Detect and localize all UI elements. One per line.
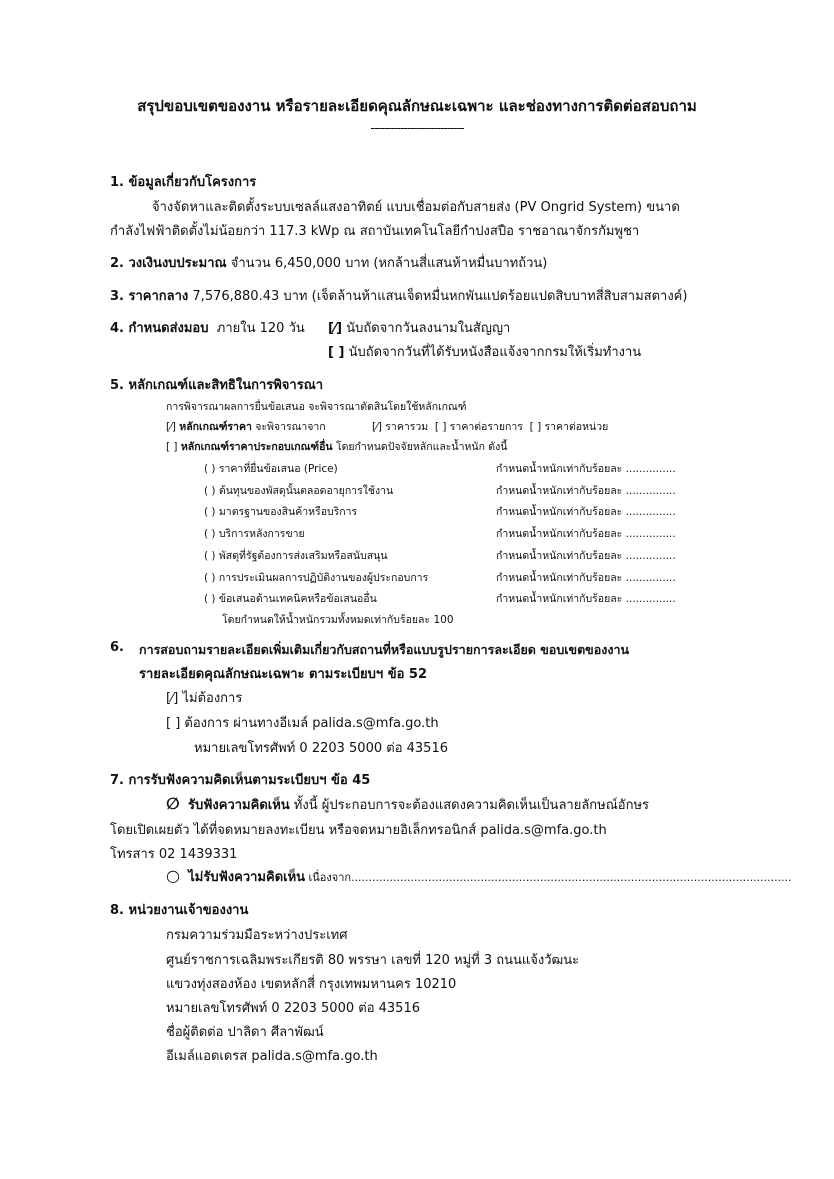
- delivery-option-1: [328, 317, 510, 338]
- criteria-row: [204, 460, 338, 477]
- criteria-name: ต้นทุนของพัสดุนั้นตลอดอายุการใช้งาน: [218, 485, 394, 497]
- other-criterion-checkbox[interactable]: [ ]: [166, 441, 178, 453]
- criteria-row: [204, 525, 305, 542]
- criteria-checkbox[interactable]: ( ): [204, 463, 216, 475]
- criteria-weight: กำหนดน้ำหนักเท่ากับร้อยละ ...............: [496, 506, 676, 518]
- delivery-option-2-checkbox[interactable]: [ ]: [328, 345, 345, 360]
- criteria-weight: กำหนดน้ำหนักเท่ากับร้อยละ ...............: [496, 593, 676, 605]
- criteria-name: พัสดุที่รัฐต้องการส่งเสริมหรือสนับสนุน: [218, 550, 388, 562]
- criteria-name: บริการหลังการขาย: [218, 528, 305, 540]
- price-criterion-text: จะพิจารณาจาก: [251, 421, 326, 433]
- criteria-row: [204, 590, 377, 607]
- section-5-intro: การพิจารณาผลการยื่นข้อเสนอ จะพิจารณาตัดสินโดยใช้หลักเกณฑ์: [166, 401, 467, 413]
- section-5-heading: 5. หลักเกณฑ์และสิทธิในการพิจารณา: [110, 378, 324, 393]
- criteria-checkbox[interactable]: ( ): [204, 506, 216, 518]
- section-1-heading: 1. ข้อมูลเกี่ยวกับโครงการ: [110, 175, 257, 190]
- delivery-option-2: [328, 341, 641, 362]
- delivery-option-1-checkbox[interactable]: [⁄]: [328, 321, 343, 336]
- criteria-name: ข้อเสนอด้านเทคนิคหรือข้อเสนออื่น: [218, 593, 377, 605]
- delivery-option-1-label: นับถัดจากวันลงนามในสัญญา: [346, 321, 511, 336]
- criteria-row: [204, 503, 357, 520]
- hearing-option-1-label: รับฟังความคิดเห็น: [187, 798, 290, 813]
- section-6-line-2: รายละเอียดคุณลักษณะเฉพาะ ตามระเบียบฯ ข้อ 52: [139, 667, 428, 682]
- total-price-checkbox[interactable]: [⁄]: [372, 421, 382, 433]
- hearing-option-2: [166, 866, 792, 887]
- budget-text: จำนวน 6,450,000 บาท (หกล้านสี่แสนห้าหมื่นบาทถ้วน): [226, 256, 548, 271]
- criteria-checkbox[interactable]: ( ): [204, 550, 216, 562]
- criteria-weight: กำหนดน้ำหนักเท่ากับร้อยละ ...............: [496, 550, 676, 562]
- agency-line: ชื่อผู้ติดต่อ ปาลิดา ศีลาพัฒน์: [166, 1025, 324, 1040]
- agency-line: ศูนย์ราชการเฉลิมพระเกียรติ 80 พรรษา เลขที่ 120 หมู่ที่ 3 ถนนแจ้งวัฒนะ: [166, 953, 580, 968]
- section-8-heading: 8. หน่วยงานเจ้าของงาน: [110, 903, 249, 918]
- criteria-weight: กำหนดน้ำหนักเท่ากับร้อยละ ...............: [496, 528, 676, 540]
- section-1-line-1: จ้างจัดหาและติดตั้งระบบเซลล์แสงอาทิตย์ แบบเชื่อมต่อกับสายส่ง (PV Ongrid System) ขนาด: [152, 200, 680, 215]
- inquiry-phone: หมายเลขโทรศัพท์ 0 2203 5000 ต่อ 43516: [194, 741, 448, 756]
- unit-price-label: ราคาต่อหน่วย: [544, 421, 609, 433]
- hearing-option-1: [166, 794, 649, 815]
- delivery-period: ภายใน 120 วัน: [216, 321, 305, 336]
- criteria-checkbox[interactable]: ( ): [204, 572, 216, 584]
- median-price-text: 7,576,880.43 บาท (เจ็ดล้านห้าแสนเจ็ดหมื่นหกพันแปดร้อยแปดสิบบาทสี่สิบสามสตางค์): [188, 289, 688, 304]
- section-2-budget: [110, 252, 547, 273]
- criteria-checkbox[interactable]: ( ): [204, 528, 216, 540]
- criteria-name: การประเมินผลการปฏิบัติงานของผู้ประกอบการ: [218, 572, 429, 584]
- section-3-median-price: [110, 285, 687, 306]
- inquiry-option-2: [166, 712, 439, 733]
- agency-line: อีเมล์แอดเดรส palida.s@mfa.go.th: [166, 1049, 378, 1064]
- inquiry-option-1-label: ไม่ต้องการ: [182, 691, 243, 706]
- delivery-label: 4. กำหนดส่งมอบ: [110, 321, 209, 336]
- title-rule: ----------------------------: [370, 121, 464, 135]
- criteria-checkbox[interactable]: ( ): [204, 593, 216, 605]
- inquiry-option-2-label: ต้องการ ผ่านทางอีเมล์ palida.s@mfa.go.th: [184, 716, 439, 731]
- criteria-row: [204, 547, 388, 564]
- section-6-line-1: การสอบถามรายละเอียดเพิ่มเติมเกี่ยวกับสถานที่หรือแบบรูปรายการละเอียด ขอบเขตของงาน: [139, 642, 630, 657]
- total-price-label: ราคารวม: [385, 421, 429, 433]
- hearing-line-2: โดยเปิดเผยตัว ได้ที่จดหมายลงทะเบียน หรือจดหมายอิเล็กทรอนิกส์ palida.s@mfa.go.th: [110, 823, 607, 838]
- criteria-name: มาตรฐานของสินค้าหรือบริการ: [218, 506, 358, 518]
- criteria-weight: กำหนดน้ำหนักเท่ากับร้อยละ ...............: [496, 485, 676, 497]
- inquiry-option-1: [166, 687, 242, 708]
- item-price-label: ราคาต่อรายการ: [449, 421, 523, 433]
- price-criterion-row: [166, 418, 326, 435]
- hearing-option-2-text: เนื่องจาก..............................................................................................................................: [305, 871, 792, 884]
- hearing-option-2-label: ไม่รับฟังความคิดเห็น: [188, 870, 306, 885]
- item-price-checkbox[interactable]: [ ]: [434, 421, 447, 433]
- section-1-line-2: กำลังไฟฟ้าติดตั้งไม่น้อยกว่า 117.3 kWp ณ สถาบันเทคโนโลยีกำปงสปือ ราชอาณาจักรกัมพูชา: [110, 224, 640, 239]
- hearing-option-2-radio[interactable]: ○: [166, 866, 180, 885]
- criteria-checkbox[interactable]: ( ): [204, 485, 216, 497]
- delivery-option-2-label: นับถัดจากวันที่ได้รับหนังสือแจ้งจากกรมให้เริ่มทำงาน: [348, 345, 642, 360]
- budget-label: 2. วงเงินงบประมาณ: [110, 256, 227, 271]
- criteria-weight: กำหนดน้ำหนักเท่ากับร้อยละ ...............: [496, 463, 676, 475]
- criteria-row: [204, 569, 428, 586]
- unit-price-checkbox[interactable]: [ ]: [529, 421, 542, 433]
- price-basis-options: [372, 418, 608, 435]
- price-criterion-label: หลักเกณฑ์ราคา: [179, 421, 252, 433]
- criteria-name: ราคาที่ยื่นข้อเสนอ (Price): [218, 463, 338, 475]
- inquiry-option-2-checkbox[interactable]: [ ]: [166, 716, 181, 731]
- hearing-option-1-radio[interactable]: ∅: [166, 794, 180, 813]
- hearing-option-1-text: ทั้งนี้ ผู้ประกอบการจะต้องแสดงความคิดเห็นเป็นลายลักษณ์อักษร: [289, 798, 650, 813]
- other-criterion-label: หลักเกณฑ์ราคาประกอบเกณฑ์อื่น: [180, 441, 333, 453]
- agency-line: หมายเลขโทรศัพท์ 0 2203 5000 ต่อ 43516: [166, 1001, 420, 1016]
- median-price-label: 3. ราคากลาง: [110, 289, 189, 304]
- other-criterion-row: [166, 438, 507, 455]
- agency-line: กรมความร่วมมือระหว่างประเทศ: [166, 928, 348, 943]
- price-criterion-checkbox[interactable]: [⁄]: [166, 421, 176, 433]
- criteria-total-note: โดยกำหนดให้น้ำหนักรวมทั้งหมดเท่ากับร้อยละ 100: [222, 614, 454, 626]
- section-7-heading: 7. การรับฟังความคิดเห็นตามระเบียบฯ ข้อ 45: [110, 773, 371, 788]
- criteria-row: [204, 482, 393, 499]
- other-criterion-text: โดยกำหนดปัจจัยหลักและน้ำหนัก ดังนี้: [332, 441, 508, 453]
- hearing-fax: โทรสาร 02 1439331: [110, 847, 238, 862]
- section-6-number: 6.: [110, 640, 124, 655]
- section-4-delivery: [110, 317, 305, 338]
- inquiry-option-1-checkbox[interactable]: [⁄]: [166, 691, 179, 706]
- criteria-weight: กำหนดน้ำหนักเท่ากับร้อยละ ...............: [496, 572, 676, 584]
- document-title: สรุปขอบเขตของงาน หรือรายละเอียดคุณลักษณะเฉพาะ และช่องทางการติดต่อสอบถาม: [137, 97, 697, 115]
- agency-line: แขวงทุ่งสองห้อง เขตหลักสี่ กรุงเทพมหานคร 10210: [166, 977, 457, 992]
